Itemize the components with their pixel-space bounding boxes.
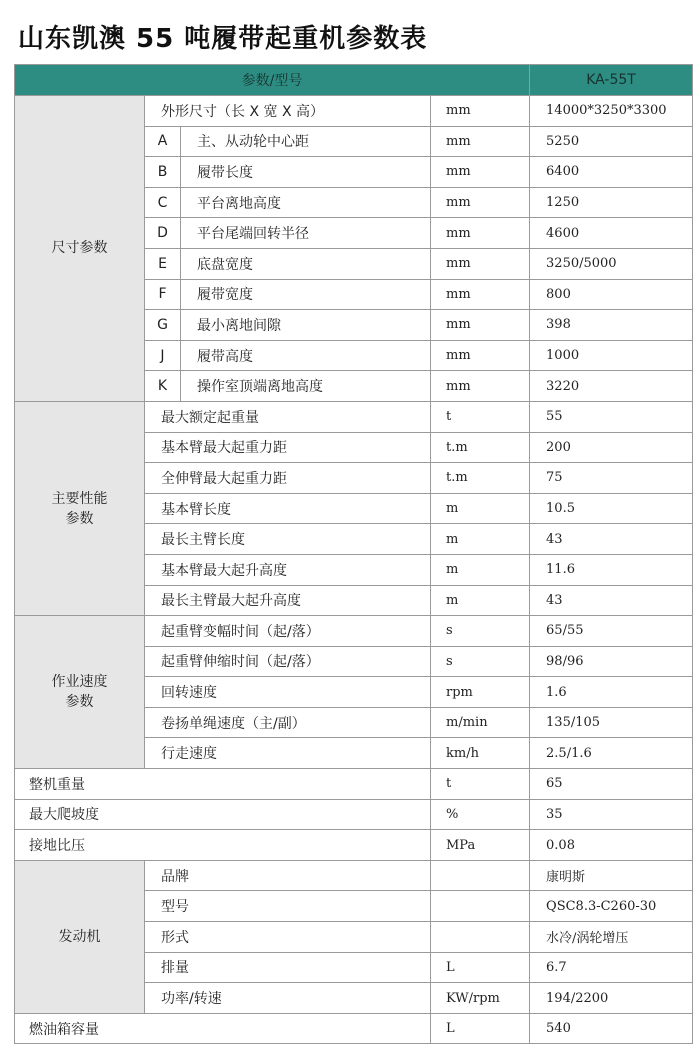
param-name: 最大额定起重量 xyxy=(145,401,431,432)
page-title: 山东凯澳 55 吨履带起重机参数表 xyxy=(18,24,428,54)
param-code: B xyxy=(145,157,181,188)
table-row xyxy=(15,799,693,830)
param-value: 5250 xyxy=(530,126,693,157)
param-name: 最大爬坡度 xyxy=(15,799,431,830)
param-name: 平台离地高度 xyxy=(181,187,431,218)
param-value: 1000 xyxy=(530,340,693,371)
param-name: 接地比压 xyxy=(15,830,431,861)
table-row xyxy=(15,830,693,861)
param-code: K xyxy=(145,371,181,402)
table-row xyxy=(15,96,693,127)
param-code: F xyxy=(145,279,181,310)
param-unit: MPa xyxy=(431,830,530,861)
param-value: 6400 xyxy=(530,157,693,188)
param-unit: mm xyxy=(431,96,530,127)
param-unit: t xyxy=(431,401,530,432)
param-unit: mm xyxy=(431,279,530,310)
param-value: 11.6 xyxy=(530,554,693,585)
param-name: 底盘宽度 xyxy=(181,248,431,279)
param-value: 水冷/涡轮增压 xyxy=(530,922,693,953)
param-unit: mm xyxy=(431,218,530,249)
param-unit: t.m xyxy=(431,432,530,463)
param-unit xyxy=(431,922,530,953)
table-row xyxy=(15,401,693,432)
param-name: 起重臂伸缩时间（起/落） xyxy=(145,646,431,677)
param-unit: t.m xyxy=(431,463,530,494)
param-name: 品牌 xyxy=(145,860,431,891)
param-value: 3250/5000 xyxy=(530,248,693,279)
param-code: A xyxy=(145,126,181,157)
param-name: 履带高度 xyxy=(181,340,431,371)
param-unit: m xyxy=(431,554,530,585)
param-name: 功率/转速 xyxy=(145,983,431,1014)
param-unit: % xyxy=(431,799,530,830)
group-label-line: 主要性能 xyxy=(51,490,108,507)
param-value: 98/96 xyxy=(530,646,693,677)
param-value: 55 xyxy=(530,401,693,432)
param-name: 排量 xyxy=(145,952,431,983)
param-value: 135/105 xyxy=(530,707,693,738)
param-unit: L xyxy=(431,1013,530,1044)
param-value: 6.7 xyxy=(530,952,693,983)
param-unit: L xyxy=(431,952,530,983)
param-name: 履带宽度 xyxy=(181,279,431,310)
param-name: 整机重量 xyxy=(15,769,431,800)
param-value: 4600 xyxy=(530,218,693,249)
param-name: 基本臂最大起重力距 xyxy=(145,432,431,463)
param-name: 基本臂最大起升高度 xyxy=(145,554,431,585)
param-value: 200 xyxy=(530,432,693,463)
param-unit: mm xyxy=(431,310,530,341)
param-value: 2.5/1.6 xyxy=(530,738,693,769)
param-name: 卷扬单绳速度（主/副） xyxy=(145,707,431,738)
param-unit: mm xyxy=(431,126,530,157)
param-value: 194/2200 xyxy=(530,983,693,1014)
param-name: 操作室顶端离地高度 xyxy=(181,371,431,402)
param-code: C xyxy=(145,187,181,218)
spec-table xyxy=(14,64,693,1044)
group-label-speed xyxy=(15,616,145,769)
group-label-dimensions: 尺寸参数 xyxy=(15,96,145,402)
param-code: D xyxy=(145,218,181,249)
param-code: G xyxy=(145,310,181,341)
table-row xyxy=(15,1013,693,1044)
param-name: 燃油箱容量 xyxy=(15,1013,431,1044)
param-value: 800 xyxy=(530,279,693,310)
param-name: 主、从动轮中心距 xyxy=(181,126,431,157)
param-unit: mm xyxy=(431,340,530,371)
param-value: 65 xyxy=(530,769,693,800)
param-value: 10.5 xyxy=(530,493,693,524)
param-unit: mm xyxy=(431,157,530,188)
param-unit: s xyxy=(431,616,530,647)
param-value: 43 xyxy=(530,585,693,616)
param-unit: m/min xyxy=(431,707,530,738)
header-param-label: 参数/型号 xyxy=(15,65,530,96)
group-label-line: 参数 xyxy=(65,510,94,527)
param-value: 1.6 xyxy=(530,677,693,708)
param-code: J xyxy=(145,340,181,371)
param-name: 最小离地间隙 xyxy=(181,310,431,341)
param-unit xyxy=(431,860,530,891)
table-row xyxy=(15,860,693,891)
param-name: 最长主臂长度 xyxy=(145,524,431,555)
param-code: E xyxy=(145,248,181,279)
param-value: 0.08 xyxy=(530,830,693,861)
param-unit: km/h xyxy=(431,738,530,769)
param-value: 43 xyxy=(530,524,693,555)
param-name: 履带长度 xyxy=(181,157,431,188)
param-unit: rpm xyxy=(431,677,530,708)
param-value: 1250 xyxy=(530,187,693,218)
param-name: 回转速度 xyxy=(145,677,431,708)
param-name: 全伸臂最大起重力距 xyxy=(145,463,431,494)
param-unit: t xyxy=(431,769,530,800)
param-value: 35 xyxy=(530,799,693,830)
param-unit: mm xyxy=(431,371,530,402)
param-value: 75 xyxy=(530,463,693,494)
table-row xyxy=(15,616,693,647)
param-unit: m xyxy=(431,585,530,616)
header-model: KA-55T xyxy=(530,65,693,96)
param-unit: mm xyxy=(431,187,530,218)
param-value: 14000*3250*3300 xyxy=(530,96,693,127)
param-name: 形式 xyxy=(145,922,431,953)
param-unit: m xyxy=(431,524,530,555)
param-name: 平台尾端回转半径 xyxy=(181,218,431,249)
param-value: 65/55 xyxy=(530,616,693,647)
param-name: 基本臂长度 xyxy=(145,493,431,524)
param-value: 398 xyxy=(530,310,693,341)
group-label-line: 参数 xyxy=(65,694,94,711)
param-name: 外形尺寸（长 X 宽 X 高） xyxy=(145,96,431,127)
param-unit: s xyxy=(431,646,530,677)
group-label-performance xyxy=(15,401,145,615)
param-unit xyxy=(431,891,530,922)
param-name: 型号 xyxy=(145,891,431,922)
param-value: 3220 xyxy=(530,371,693,402)
param-unit: mm xyxy=(431,248,530,279)
group-label-line: 作业速度 xyxy=(51,674,108,691)
param-unit: m xyxy=(431,493,530,524)
param-value: QSC8.3-C260-30 xyxy=(530,891,693,922)
param-name: 起重臂变幅时间（起/落） xyxy=(145,616,431,647)
param-name: 最长主臂最大起升高度 xyxy=(145,585,431,616)
param-name: 行走速度 xyxy=(145,738,431,769)
header-row xyxy=(15,65,693,96)
table-row xyxy=(15,769,693,800)
group-label-engine: 发动机 xyxy=(15,860,145,1013)
param-unit: KW/rpm xyxy=(431,983,530,1014)
param-value: 540 xyxy=(530,1013,693,1044)
param-value: 康明斯 xyxy=(530,860,693,891)
